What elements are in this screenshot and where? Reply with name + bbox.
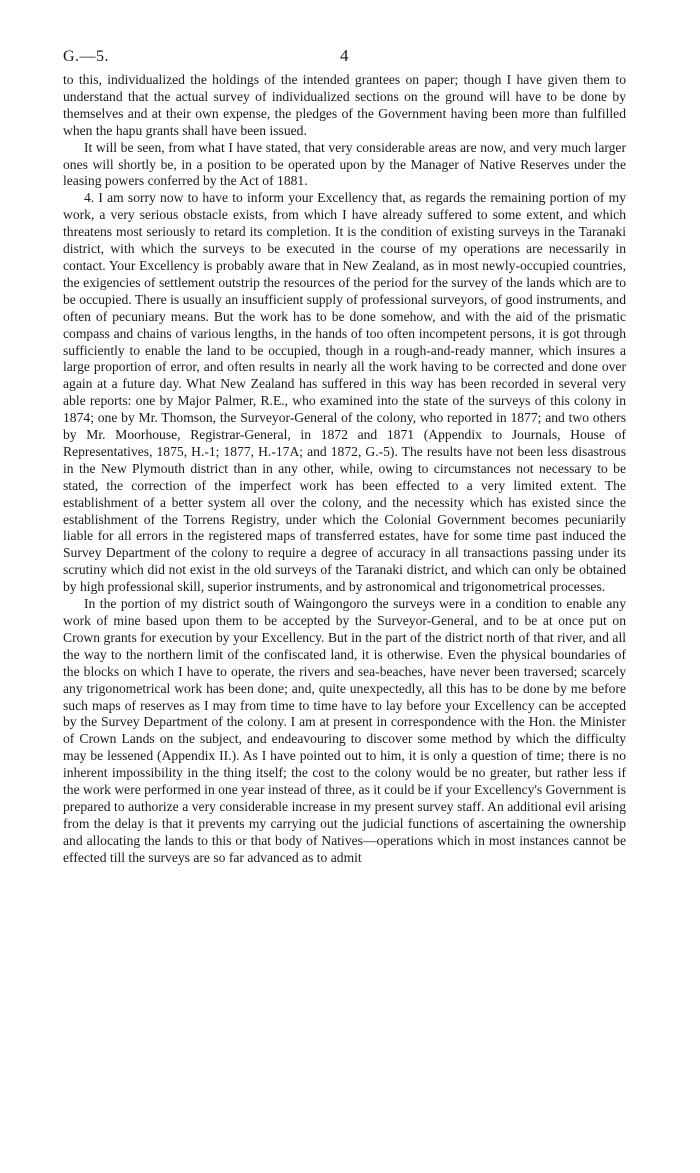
paragraph-waingongoro: In the portion of my district south of Waingongoro the surveys were in a condition to enable any work of mine based upon them to be accepted by the Surveyor-General, and to be at once put on Crown grants for execution by your Excellency. But in the part of the district north of that river, and all the way to the northern limit of the confiscated land, it is otherwise. Even the physical boundaries of the blocks on which I have to operate, the rivers and sea-beaches, have never been traversed; scarcely any trigonometrical work has been done; and, quite unexpectedly, all this has to be done by me before such maps of reserves as I may from time to time have to lay before your Excellency can be accepted by the Survey Department of the colony. I am at present in correspondence with the Hon. the Minister of Crown Lands on the subject, and endeavouring to discover some method by which the difficulty may be lessened (Appendix II.). As I have pointed out to him, it is only a question of time; there is no inherent impossibility in the thing itself; the cost to the colony would be no greater, but rather less if the work were performed in one year instead of three, as it could be if your Excellency's Government is prepared to authorize a very considerable increase in my present survey staff. An additional evil arising from the delay is that it prevents my carrying out the judicial functions of ascertaining the ownership and allocating the lands to this or that body of Natives—operations which in most instances cannot be effected till the surveys are so far advanced as to admit — [63, 596, 626, 865]
document-reference: G.—5. — [63, 48, 110, 65]
paragraph-areas: It will be seen, from what I have stated, that very considerable areas are now, and very much larger ones will shortly be, in a position to be operated upon by the Manager of Native Reserves under the leasing powers conferred by the Act of 1881. — [63, 139, 626, 189]
body-text — [63, 72, 626, 867]
paragraph-continuation: to this, individualized the holdings of the intended grantees on paper; though I have given them to understand that the actual survey of individualized sections on the ground will have to be done by themselves and at their own expense, the pledges of the Government having been more than fulfilled when the hapu grants shall have been issued. — [63, 72, 626, 138]
page-number: 4 — [340, 46, 349, 65]
paragraph-section-4: 4. I am sorry now to have to inform your Excellency that, as regards the remaining portion of my work, a very serious obstacle exists, from which I have already suffered to some extent, and which threatens most seriously to retard its completion. It is the condition of existing surveys in the Taranaki district, with which the surveys to be executed in the course of my operations are necessarily in contact. Your Excellency is probably aware that in New Zealand, as in most newly-occupied countries, the exigencies of settlement outstrip the resources of the period for the survey of the lands which are to be occupied. There is usually an insufficient supply of professional surveyors, of good instruments, and often of pecuniary means. But the work has to be done somehow, and with the aid of the prismatic compass and chains of various lengths, in the hands of too often incompetent persons, it is got through sufficiently to enable the land to be occupied, though in a rough-and-ready manner, which insures a large proportion of error, and often results in nearly all the work having to be corrected and done over again at a future day. What New Zealand has suffered in this way has been recorded in several very able reports: one by Major Palmer, R.E., who examined into the state of the surveys of this colony in 1874; one by Mr. Thomson, the Surveyor-General of the colony, who reported in 1877; and two others by Mr. Moorhouse, Registrar-General, in 1872 and 1871 (Appendix to Journals, House of Representatives, 1875, H.-1; 1877, H.-17A; and 1872, G.-5). The results have not been less disastrous in the New Plymouth district than in any other, while, owing to circumstances not necessary to be stated, the correction of the imperfect work has been effected to a very limited extent. The establishment of a better system all over the colony, and the necessity which has existed since the establishment of the Torrens Registry, under which the Colonial Government becomes pecuniarily liable for all errors in the registered maps of transferred estates, have for some time past induced the Survey Department of the colony to require a degree of accuracy in all transactions passing under its scrutiny which did not exist in the old surveys of the Taranaki district, and which can only be obtained by high professional skill, superior instruments, and by astronomical and trigonometrical processes. — [63, 190, 626, 595]
